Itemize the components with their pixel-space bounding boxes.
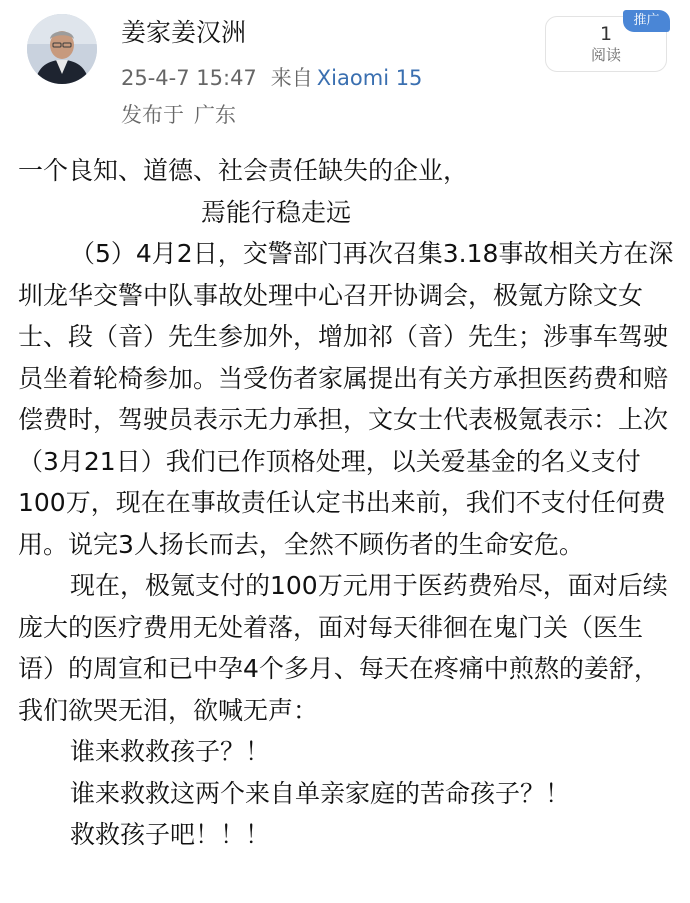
post-paragraph-2: 现在，极氪支付的100万元用于医药费殆尽，面对后续庞大的医疗费用无处着落，面对每天徘徊在鬼门关（医生语）的周宣和已中孕4个多月、每天在疼痛中煎熬的姜舒，我们欲哭无泪，欲喊无声：	[18, 571, 668, 725]
post-timestamp: 25-4-7 15:47	[121, 66, 257, 90]
post-title-line-2: 焉能行稳走远	[201, 197, 352, 227]
promote-badge[interactable]: 推广	[623, 10, 670, 32]
post-appeal-1: 谁来救救孩子？！	[70, 737, 271, 766]
read-label: 阅读	[590, 46, 621, 64]
post-body	[18, 150, 678, 856]
read-count: 1	[599, 23, 613, 45]
post-paragraph-1: （5）4月2日，交警部门再次召集3.18事故相关方在深圳龙华交警中队事故处理中心召开协调会，极氪方除文女士、段（音）先生参加外，增加祁（音）先生；涉事车驾驶员坐着轮椅参加。当受伤者家属提出有关方承担医药费和赔偿费时，驾驶员表示无力承担，文女士代表极氪表示：上次（3月21日）我们已作顶格处理，以关爱基金的名义支付100万，现在在事故责任认定书出来前，我们不支付任何费用。说完3人扬长而去，全然不顾伤者的生命安危。	[18, 239, 674, 559]
post-header	[0, 0, 690, 140]
post-appeal-2: 谁来救救这两个来自单亲家庭的苦命孩子？！	[70, 778, 571, 808]
source-label: 来自	[270, 66, 313, 90]
posted-label: 发布于	[121, 103, 184, 127]
post-meta	[121, 64, 422, 92]
location-text: 广东	[194, 103, 236, 127]
author-avatar[interactable]	[27, 14, 97, 84]
post-location	[121, 101, 236, 129]
post-title-line-1: 一个良知、道德、社会责任缺失的企业，	[18, 156, 469, 185]
author-name[interactable]: 姜家姜汉洲	[121, 18, 247, 47]
post-appeal-3: 救救孩子吧！！！	[70, 820, 271, 849]
device-link[interactable]: Xiaomi 15	[316, 66, 423, 90]
